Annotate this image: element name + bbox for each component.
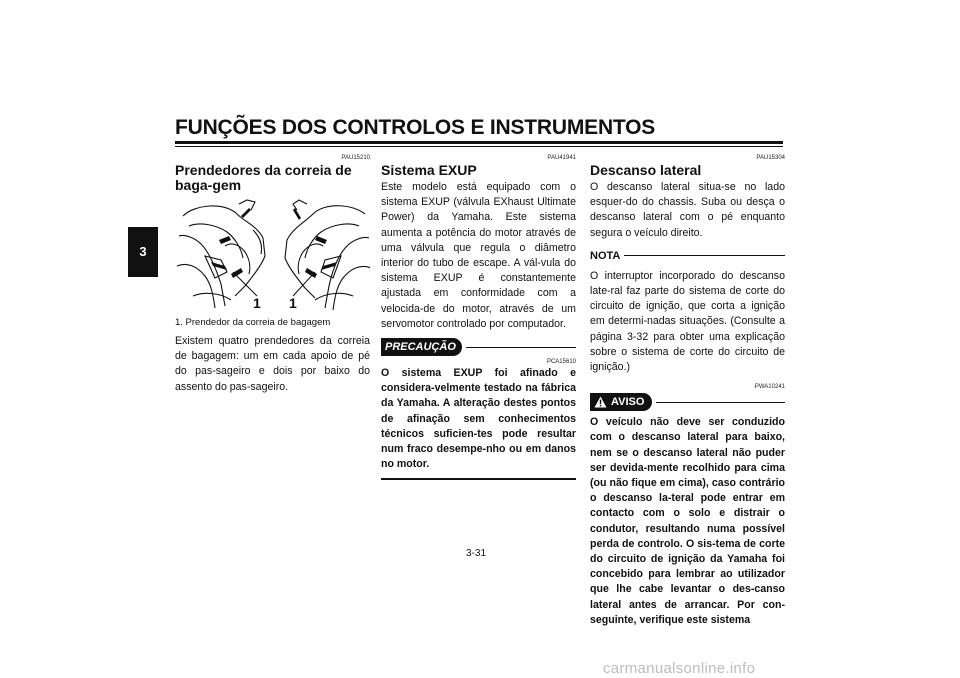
section-body: Este modelo está equipado com o sistema EXUP (válvula EXhaust Ultimate Power) da Yamaha. Este sistema aumenta a potência do motor através de uma válvula que regula o diâmetro interior do tubo de escape. A vál-vula do sistema EXUP é constantemente ajustada em conformidade com a velocida-de do motor, através de um servomotor controlado por computador. [381, 181, 576, 330]
caution-code: PCA15610 [546, 359, 576, 366]
header-rule-thin [175, 146, 783, 147]
section-code: PAU15210 [341, 155, 370, 161]
column-1 [175, 150, 370, 395]
figure-label-2: 1 [289, 295, 297, 311]
section-code: PAU15304 [756, 155, 785, 161]
note-header [590, 247, 785, 265]
section-body: Existem quatro prendedores da correia de bagagem: um em cada apoio de pé do pas-sageiro e dois por baixo do assento do pas-sageiro. [175, 335, 370, 393]
section-code: PAU41941 [547, 155, 576, 161]
warning-text: O veículo não deve ser conduzido com o descanso lateral para baixo, nem se o descanso lateral não puder ser devida-mente recolhido para cima (ou não fique em cima), caso contrário o descanso la-teral pode entrar em contacto com o solo e distrair o condutor, resultando numa possível perda de controlo. O sis-tema de corte do circuito de ignição da Yamaha foi concebido para lembrar ao utilizador que lhe cabe levantar o des-canso lateral antes de arrancar. Por con-seguinte, verifique este sistema [590, 416, 785, 626]
section-heading: Prendedores da correia de baga-gem [175, 162, 352, 193]
caution-rule [466, 347, 576, 348]
watermark: carmanualsonline.info [603, 660, 756, 677]
motorcycle-illustration [175, 196, 370, 314]
note-text: O interruptor incorporado do descanso late-ral faz parte do sistema de corte do circuito de ignição, que corta a ignição em determi-nadas situações. (Consulte a página 3-32 para obter uma explicação sobre o sistema de corte do circuito de ignição.) [590, 269, 785, 374]
column-2 [381, 150, 576, 480]
warning-header [590, 393, 785, 411]
chapter-tab: 3 [128, 227, 158, 277]
figure-label-1: 1 [253, 295, 261, 311]
section-heading: Descanso lateral [590, 162, 702, 178]
figure-caption: 1. Prendedor da correia de bagagem [175, 317, 331, 328]
caution-label: PRECAUÇÃO [381, 338, 462, 356]
column-3 [590, 150, 785, 628]
note-label: NOTA [590, 249, 621, 262]
section-body: O descanso lateral situa-se no lado esquer-do do chassis. Suba ou desça o descanso lateral com o pé enquanto segura o veículo direito. [590, 181, 785, 239]
section-heading: Sistema EXUP [381, 162, 477, 178]
caution-text: O sistema EXUP foi afinado e considera-velmente testado na fábrica da Yamaha. A alteração destes pontos de afinação sem conhecimentos técnicos suficien-tes pode resultar num fraco desempe-nho ou em danos no motor. [381, 367, 576, 471]
luggage-strap-figure [175, 196, 370, 314]
note-rule [624, 255, 785, 256]
page-number: 3-31 [466, 548, 487, 559]
warning-triangle-icon [594, 396, 607, 408]
header-rule [175, 141, 783, 144]
warning-code: PWA10241 [754, 384, 785, 391]
caution-end-rule [381, 478, 576, 480]
warning-rule [656, 402, 785, 403]
page-title: FUNÇÕES DOS CONTROLOS E INSTRUMENTOS [175, 116, 656, 139]
warning-badge [590, 393, 652, 411]
warning-label: AVISO [611, 396, 645, 409]
caution-header [381, 338, 576, 356]
